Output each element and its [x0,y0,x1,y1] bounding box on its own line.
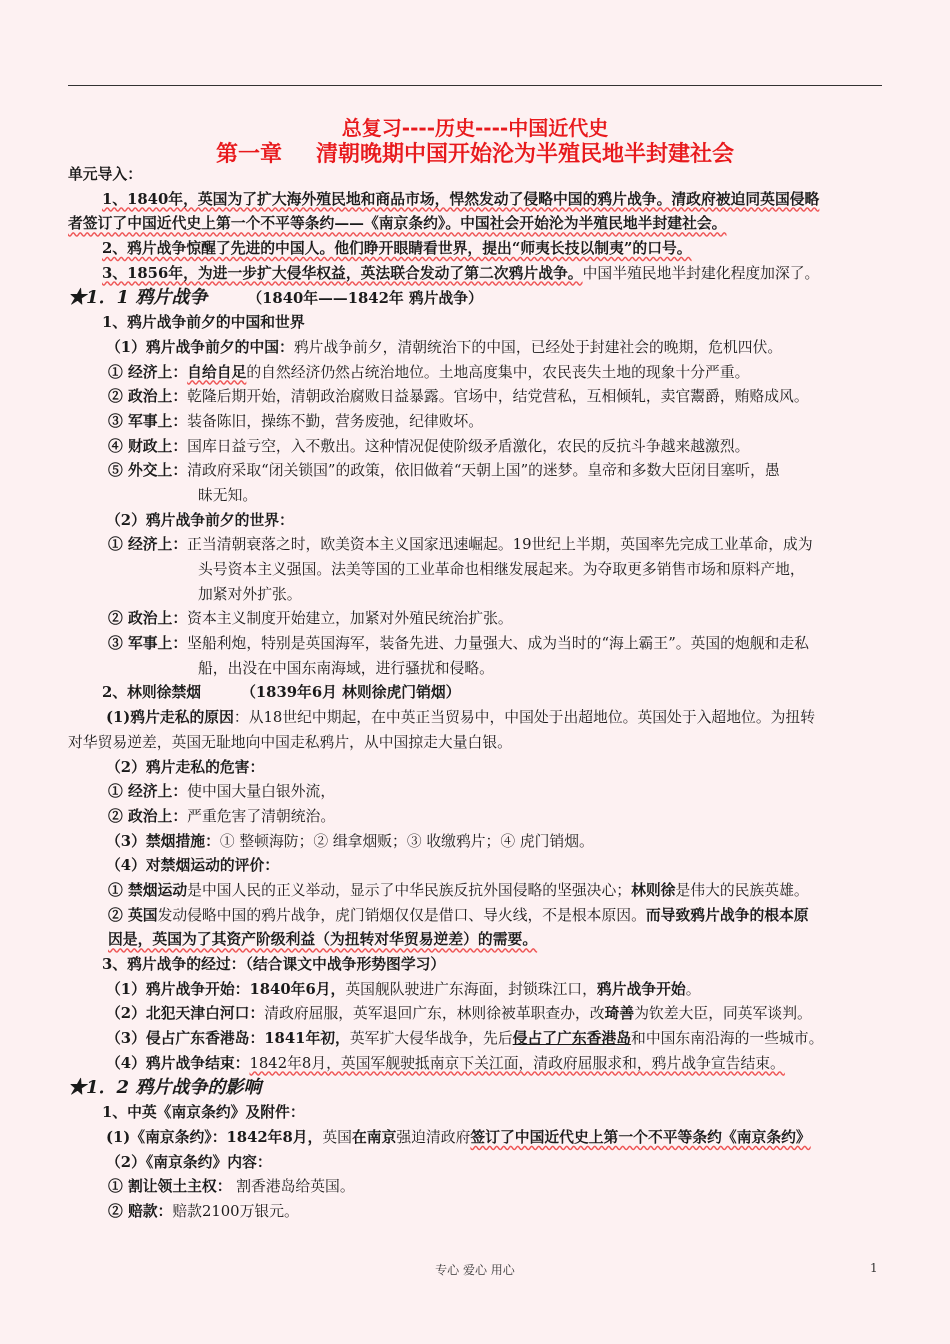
heading-3: 3、鸦片战争的经过：（结合课文中战争形势图学习） [102,956,446,973]
smuggling-cause: (1)鸦片走私的原因：从18世纪中期起，在中英正当贸易中，中国处于出超地位。英国处于入超地位。为扭转 [106,709,816,727]
chapter-name: 清朝晚期中国开始沦为半殖民地半封建社会 [316,142,735,167]
heading-2: 2、林则徐禁烟 （1839年6月 林则徐虎门销烟） [102,684,461,702]
document-body [68,163,888,1225]
point-1-china: （1）鸦片战争前夕的中国：鸦片战争前夕，清朝统治下的中国，已经处于封建社会的晚期，危机四伏。 [106,338,783,356]
intro-point-1-cont: 者签订了中国近代史上第一个不平等条约——《南京条约》。中国社会开始沦为半殖民地半封建社会。 [68,215,727,233]
treaty-territory: ① 割让领土主权： 割香港岛给英国。 [108,1178,355,1196]
intro-point-3: 3、1856年，为进一步扩大侵华权益，英法联合发动了第二次鸦片战争。中国半殖民地半封建化程度加深了。 [102,264,820,282]
evaluation-1: ① 禁烟运动是中国人民的正义举动，显示了中华民族反抗外国侵略的坚强决心；林则徐是伟大的民族英雄。 [108,881,809,899]
china-politics: ② 政治上：乾隆后期开始，清朝政治腐败日益暴露。官场中，结党营私，互相倾轧，卖官鬻爵，贿赂成风。 [108,388,809,406]
nanjing-treaty: (1)《南京条约》：1842年8月，英国在南京强迫清政府签订了中国近代史上第一个不平等条约《南京条约》 [106,1128,811,1146]
war-start: （1）鸦片战争开始：1840年6月，英国舰队驶进广东海面，封锁珠江口，鸦片战争开始。 [106,980,701,998]
china-diplomacy-cont: 昧无知。 [198,486,258,504]
harm-economy: ① 经济上：使中国大量白银外流， [108,783,336,801]
chapter-number: 第一章 [215,142,282,167]
war-north: （2）北犯天津白河口：清政府屈服，英军退回广东，林则徐被革职查办，改琦善为钦差大臣，同英军谈判。 [106,1005,812,1023]
world-military: ③ 军事上：坚船利炮，特别是英国海军，装备先进、力量强大、成为当时的“海上霸王”。英国的炮舰和走私 [108,635,809,653]
treaty-content: （2）《南京条约》内容： [106,1153,272,1171]
page-footer: 专心 爱心 用心 [435,1263,515,1277]
intro-point-1: 1、1840年，英国为了扩大海外殖民地和商品市场，悍然发动了侵略中国的鸦片战争。清政府被迫同英国侵略 [102,190,820,208]
intro-heading: 单元导入： [68,166,142,183]
world-politics: ② 政治上：资本主义制度开始建立，加紧对外殖民统治扩张。 [108,610,513,628]
ban-evaluation: （4）对禁烟运动的评价： [106,857,280,875]
china-diplomacy: ⑤ 外交上：清政府采取“闭关锁国”的政策，依旧做着“天朝上国”的迷梦。皇帝和多数大臣闭目塞听，愚 [108,462,780,480]
china-military: ③ 军事上：装备陈旧，操练不勤，营务废弛，纪律败坏。 [108,412,484,430]
treaty-indemnity: ② 赔款：赔款2100万银元。 [108,1202,299,1220]
world-economy: ① 经济上：正当清朝衰落之时，欧美资本主义国家迅速崛起。19世纪上半期，英国率先完成工业革命，成为 [108,536,813,554]
evaluation-2: ② 英国发动侵略中国的鸦片战争，虎门销烟仅仅是借口、导火线，不是根本原因。而导致鸦片战争的根本原 [108,906,809,924]
document-title: 总复习----历史----中国近代史 [341,116,609,140]
harm-politics: ② 政治上：严重危害了清朝统治。 [108,807,336,825]
war-end: （4）鸦片战争结束：1842年8月，英国军舰驶抵南京下关江面，清政府屈服求和，鸦片战争宣告结束。 [106,1054,785,1072]
heading-1: 1、鸦片战争前夕的中国和世界 [102,314,305,332]
world-economy-cont-1: 头号资本主义强国。法美等国的工业革命也相继发展起来。为夺取更多销售市场和原料产地， [198,561,805,578]
smuggling-harm: （2）鸦片走私的危害： [106,758,265,776]
world-economy-cont-2: 加紧对外扩张。 [198,585,302,603]
world-military-cont: 船，出没在中国东南海域，进行骚扰和侵略。 [198,659,494,677]
intro-point-2: 2、鸦片战争惊醒了先进的中国人。他们睁开眼睛看世界，提出“师夷长技以制夷”的口号。 [102,240,692,258]
section-1-1-title: ★1．1 鸦片战争 （1840年——1842年 鸦片战争） [68,287,483,309]
evaluation-2-cont: 因是，英国为了其资产阶级利益（为扭转对华贸易逆差）的需要。 [108,931,538,949]
heading-4: 1、中英《南京条约》及附件： [102,1104,305,1122]
section-1-2-title: ★1．2 鸦片战争的影响 [68,1077,262,1099]
header-rule [68,85,882,86]
china-economy: ① 经济上：自给自足的自然经济仍然占统治地位。土地高度集中，农民丧失土地的现象十分严重。 [108,363,750,381]
ban-measures: （3）禁烟措施：① 整顿海防；② 缉拿烟贩；③ 收缴鸦片；④ 虎门销烟。 [106,832,594,850]
war-hongkong: （3）侵占广东香港岛：1841年初，英军扩大侵华战争，先后侵占了广东香港岛和中国东南沿海的一些城市。 [106,1030,824,1048]
smuggling-cause-cont: 对华贸易逆差，英国无耻地向中国走私鸦片，从中国掠走大量白银。 [68,733,512,751]
china-finance: ④ 财政上：国库日益亏空，入不敷出。这种情况促使阶级矛盾激化，农民的反抗斗争越来越激烈。 [108,437,750,455]
page-number: 1 [870,1261,878,1275]
point-2-world: （2）鸦片战争前夕的世界： [106,511,294,529]
